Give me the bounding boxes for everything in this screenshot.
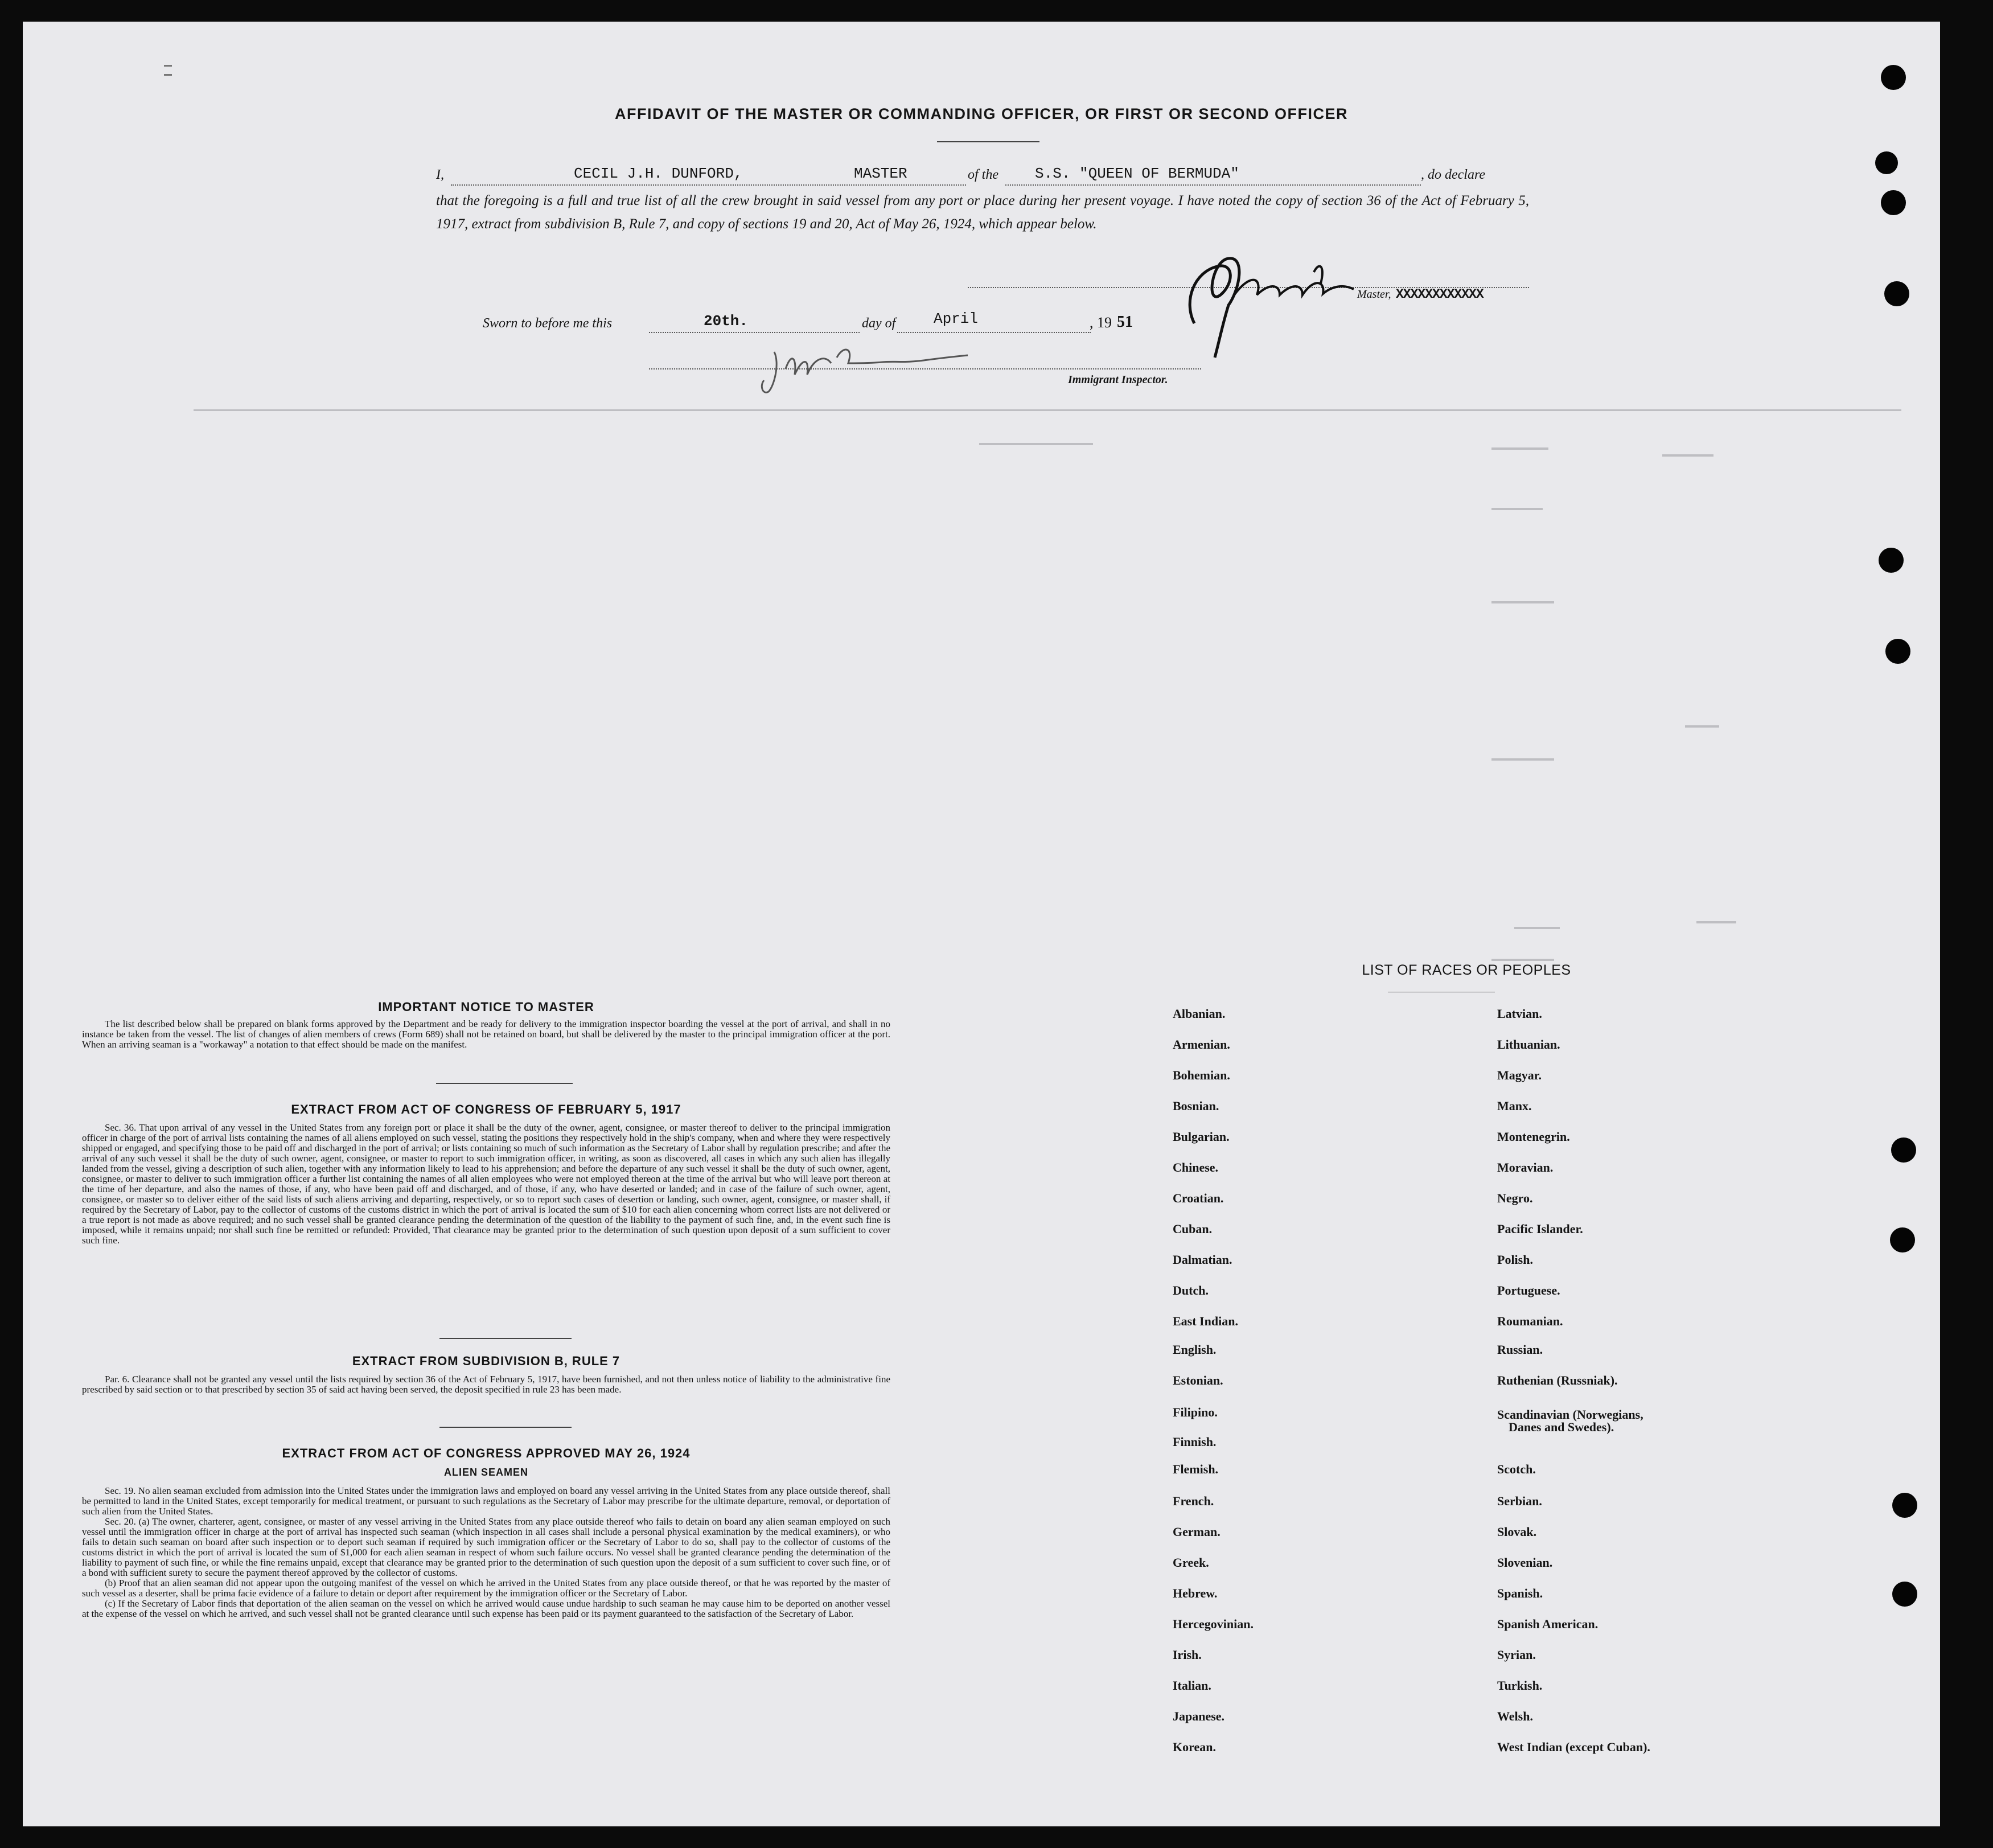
race-left-item: Korean. [1173,1740,1216,1754]
declaration-i-label: I, [436,167,444,182]
binder-hole [1885,639,1910,664]
sworn-day: 20th. [704,313,749,330]
master-overstrike: XXXXXXXXXXXX [1396,287,1484,302]
binder-hole [1884,281,1909,306]
sec19-paragraph: Sec. 19. No alien seaman excluded from admission into the United States under the immigration laws and employed on board any vessel arriving in the United States from any place outside thereof, shall be permitted to land in the United States, except temporarily for medical treatment, or pursuant to such regulations as the Secretary of Labor may prescribe for the ultimate departure, removal, or deportation of such alien from the United States. [82,1485,890,1517]
race-left-item: Cuban. [1173,1222,1213,1236]
race-left-item: Bohemian. [1173,1068,1230,1082]
race-left-item: Hercegovinian. [1173,1617,1254,1631]
inspector-label: Immigrant Inspector. [1068,373,1168,386]
sec20c-paragraph: (c) If the Secretary of Labor finds that deportation of the alien seaman on the vessel on which he arrived would cause undue hardship to such seaman he may cause him to be deported on another vessel at the expense of the vessel on which he arrived, and such vessel shall not be granted clearance until such expense has been paid or its payment guaranteed to the satisfaction of the Secretary of Labor. [82,1598,890,1619]
race-right-item: Lithuanian. [1497,1037,1560,1052]
bleed-through-line [194,409,1901,411]
race-left-item: Greek. [1173,1555,1209,1570]
inspector-signature [757,340,973,403]
race-right-item: Pacific Islander. [1497,1222,1583,1236]
title-underline [937,141,1039,142]
page-mark [164,74,172,76]
race-left-item: Bosnian. [1173,1099,1219,1113]
notice-paragraph: The list described below shall be prepared on blank forms approved by the Department and be ready for delivery to the immigration inspector boarding the vessel at the port of arrival, and shall in no instance be taken from the vessel. The list of changes of alien members of crews (Form 689) shall not be retained on board, but shall be delivered by the master to the principal immigration officer at the port. When an arriving seaman is a "workaway" a notation to that effect should be made on the manifest. [82,1019,890,1050]
binder-hole [1890,1227,1915,1252]
race-right-item: Turkish. [1497,1678,1543,1693]
bleed-through-mark [1491,508,1543,510]
extract-1917-heading: EXTRACT FROM ACT OF CONGRESS OF FEBRUARY 5, 1917 [291,1102,681,1116]
rule7-divider [439,1427,572,1428]
year-prefix: , 19 [1090,314,1112,331]
inspector-signature-line [649,368,1201,369]
notice-heading: IMPORTANT NOTICE TO MASTER [378,1000,594,1014]
race-right-item: Danes and Swedes). [1509,1420,1614,1434]
race-left-item: Dalmatian. [1173,1252,1232,1267]
rule7-text [82,1374,890,1395]
extract-1917-paragraph: Sec. 36. That upon arrival of any vessel in the United States from any foreign port or place it shall be the duty of the owner, agent, consignee, or master thereof to deliver to the principal immigration officer in charge of the port of arrival lists containing the names of all aliens employed on such vessel, stating the positions they respectively hold in the ship's company, when and where they were respectively shipped or engaged, and specifying those to be paid off and discharged in the port of arrival; or lists containing so much of such information as the Secretary of Labor shall by regulation prescribe; and after the arrival of any such vessel it shall be the duty of such owner, agent, consignee, or master to report to such immigration officer, in writing, as soon as discovered, all cases in which any such alien has illegally landed from the vessel, giving a description of such alien, together with any information likely to lead to his apprehension; and before the departure of any such vessel it shall be the duty of such owner, agent, consignee, or master to deliver to such immigration officer a further list containing the names of all alien employees who were not employed thereon at the time of the arrival but who will leave port thereon at the time of her departure, and also the names of those, if any, who have been paid off and discharged, and of those, if any, who have deserted or landed; and in case of the failure of such owner, agent, consignee, or master so to deliver either of the said lists of such aliens arriving and departing, respectively, or so to report such cases of desertion or landing, such owner, agent, consignee, or master shall, if required by the Secretary of Labor, pay to the collector of customs of the customs district in which the port of arrival is located the sum of $10 for each alien concerning whom correct lists are not delivered or a true report is not made as above required; and no such vessel shall be granted clearance pending the determination of the question of the liability to the payment of such fine, and, in the event such fine is imposed, while it remains unpaid; nor shall such fine be remitted or refunded: Provided, That clearance may be granted prior to the determination of such question upon deposit of a sum sufficient to cover such fine. [82,1122,890,1246]
master-rank: MASTER [854,165,907,182]
race-left-item: Croatian. [1173,1191,1224,1205]
race-left-item: East Indian. [1173,1314,1238,1328]
extract-1924-text [82,1486,890,1619]
document-page [23,22,1940,1826]
race-right-item: Scotch. [1497,1462,1536,1476]
master-signature [1172,238,1376,363]
race-right-item: Polish. [1497,1252,1533,1267]
binder-hole [1881,190,1906,215]
race-left-item: Flemish. [1173,1462,1219,1476]
bleed-through-mark [1685,725,1719,728]
declaration-body: that the foregoing is a full and true list of all the crew brought in said vessel from any port or place during her present voyage. I have noted the copy of section 36 of the Act of February 5, 1917, extract from subdivision B, Rule 7, and copy of sections 19 and 20, Act of May 26, 1924, which appear below. [436,193,1529,232]
sec20b-paragraph: (b) Proof that an alien seaman did not appear upon the outgoing manifest of the vessel on which he arrived in the United States from any place outside thereof, or that he was reported by the master of such vessel as a deserter, shall be prima facie evidence of a failure to detain or deport after requirement by the immigration officer or the Secretary of Labor. [82,1578,890,1599]
sworn-month: April [934,310,979,327]
race-right-item: Moravian. [1497,1160,1554,1174]
vessel-name: S.S. "QUEEN OF BERMUDA" [1035,165,1239,182]
race-right-item: Scandinavian (Norwegians, [1497,1407,1643,1422]
page-mark [164,65,172,67]
binder-hole [1891,1137,1916,1163]
binder-hole [1881,65,1906,90]
bleed-through-mark [1696,921,1736,923]
race-left-item: German. [1173,1525,1221,1539]
race-left-item: Filipino. [1173,1405,1218,1419]
bleed-through-mark [1491,959,1554,961]
race-left-item: Irish. [1173,1648,1202,1662]
master-name: CECIL J.H. DUNFORD, [574,165,743,182]
bleed-through-mark [1514,927,1560,929]
extract-1924-heading: EXTRACT FROM ACT OF CONGRESS APPROVED MAY 26, 1924 [282,1446,691,1460]
do-declare-label: , do declare [1421,167,1486,182]
races-heading: LIST OF RACES OR PEOPLES [1362,962,1571,978]
race-left-item: English. [1173,1342,1217,1357]
bleed-through-mark [1662,454,1713,457]
day-dotted-line [649,332,860,333]
affidavit-title: AFFIDAVIT OF THE MASTER OR COMMANDING OFFICER, OR FIRST OR SECOND OFFICER [615,105,1348,122]
race-right-item: Manx. [1497,1099,1532,1113]
race-right-item: Spanish. [1497,1586,1543,1600]
day-of-label: day of [862,316,896,331]
race-right-item: Montenegrin. [1497,1130,1570,1144]
year-suffix: 51 [1117,313,1133,331]
race-left-item: Italian. [1173,1678,1211,1693]
rule7-paragraph: Par. 6. Clearance shall not be granted any vessel until the lists required by section 36 of the Act of February 5, 1917, have been furnished, and not then unless notice of liability to the administrative fine prescribed by said section or to that prescribed by section 35 of said act having been served, the deposit specified in rule 23 has been made. [82,1374,890,1395]
race-right-item: Syrian. [1497,1648,1536,1662]
race-right-item: Negro. [1497,1191,1533,1205]
race-left-item: Hebrew. [1173,1586,1218,1600]
sec20a-paragraph: Sec. 20. (a) The owner, charterer, agent, consignee, or master of any vessel arriving in the United States from any place outside thereof who fails to detain on board any alien seaman employed on such vessel until the immigration officer in charge at the port of arrival has inspected such seaman (which inspection in all cases shall include a personal physical examination by the medical examiners), or who fails to detain such seaman on board after such inspection or to deport such seaman if required by such immigration officer or the Secretary of Labor to do so, shall pay to the collector of customs of the customs district in which the port of arrival is located the sum of $1,000 for each alien seaman in respect of whom such failure occurs. No vessel shall be granted clearance pending the determination of the liability to payment of such fine, or while the fine remains unpaid, except that clearance may be granted prior to the determination of such question upon the deposit of a sum sufficient to cover such fine, or of a bond with sufficient surety to secure the payment thereof approved by the collector of customs. [82,1516,890,1578]
binder-hole [1892,1493,1917,1518]
binder-hole [1875,151,1898,174]
races-left-column [1173,1007,1457,1764]
of-the-label: of the [968,167,998,182]
bleed-through-mark [1491,447,1548,450]
race-right-item: Latvian. [1497,1007,1542,1021]
extract-1917-text [82,1123,890,1246]
race-right-item: West Indian (except Cuban). [1497,1740,1650,1754]
race-right-item: Ruthenian (Russniak). [1497,1373,1618,1387]
race-right-item: Magyar. [1497,1068,1542,1082]
rule7-heading: EXTRACT FROM SUBDIVISION B, RULE 7 [352,1354,620,1368]
race-right-item: Welsh. [1497,1709,1533,1723]
race-right-item: Slovenian. [1497,1555,1553,1570]
race-right-item: Roumanian. [1497,1314,1563,1328]
notice-divider [436,1083,573,1084]
race-right-item: Portuguese. [1497,1283,1560,1297]
binder-hole [1892,1582,1917,1607]
master-label: Master, [1357,288,1391,301]
race-right-item: Serbian. [1497,1494,1542,1508]
race-left-item: Finnish. [1173,1435,1217,1449]
race-left-item: Dutch. [1173,1283,1209,1297]
races-right-column [1497,1007,1816,1764]
race-right-item: Russian. [1497,1342,1543,1357]
alien-seamen-subheading: ALIEN SEAMEN [443,1467,528,1478]
race-right-item: Spanish American. [1497,1617,1598,1631]
bleed-through-mark [1491,758,1554,761]
race-left-item: Albanian. [1173,1007,1226,1021]
bleed-through-mark [979,443,1093,445]
race-left-item: Japanese. [1173,1709,1225,1723]
race-left-item: Chinese. [1173,1160,1219,1174]
sworn-label: Sworn to before me this [483,316,613,331]
notice-text [82,1019,890,1050]
extract-1917-divider [439,1338,572,1339]
binder-hole [1879,548,1904,573]
race-left-item: Estonian. [1173,1373,1223,1387]
race-left-item: Bulgarian. [1173,1130,1230,1144]
race-right-item: Slovak. [1497,1525,1537,1539]
name-dotted-line [451,184,966,186]
vessel-dotted-line [1005,184,1421,186]
race-left-item: Armenian. [1173,1037,1230,1052]
bleed-through-mark [1491,601,1554,603]
month-dotted-line [897,332,1091,333]
race-left-item: French. [1173,1494,1214,1508]
